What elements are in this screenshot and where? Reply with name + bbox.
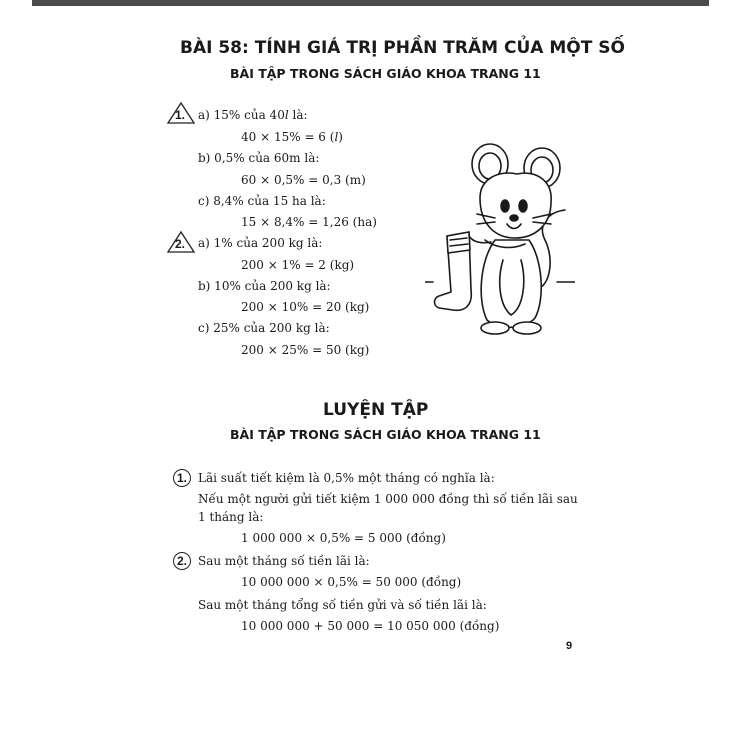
exercise-2b-calc: 200 × 10% = 20 (kg) [241,300,370,314]
practice-ex1-line3: 1 tháng là: [198,510,264,524]
practice-ex2-line2: Sau một tháng tổng số tiền gửi và số tiền lãi là: [198,598,487,612]
exercise-2a: a) 1% của 200 kg là: [198,236,323,250]
exercise-1c: c) 8,4% của 15 ha là: [198,194,326,208]
practice-ex1-calc: 1 000 000 × 0,5% = 5 000 (đồng) [241,531,446,545]
exercise-2a-calc: 200 × 1% = 2 (kg) [241,258,355,272]
exercise-1a: a) 15% của 40l là: [198,108,308,122]
top-border [32,0,709,6]
exercise-2c-calc: 200 × 25% = 50 (kg) [241,343,370,357]
exercise-number: 2. [175,237,186,251]
practice-exercise-1-number: 1. [173,469,191,487]
practice-title: LUYỆN TẬP [323,400,429,420]
lesson-subtitle: BÀI TẬP TRONG SÁCH GIÁO KHOA TRANG 11 [230,66,541,81]
exercise-1b: b) 0,5% của 60m là: [198,151,320,165]
exercise-1b-calc: 60 × 0,5% = 0,3 (m) [241,173,366,187]
exercise-1-marker [166,101,196,125]
practice-ex2-line1: Sau một tháng số tiền lãi là: [198,554,370,568]
exercise-2c: c) 25% của 200 kg là: [198,321,330,335]
practice-ex1-line2: Nếu một người gửi tiết kiệm 1 000 000 đồng thì số tiền lãi sau [198,492,578,506]
practice-ex2-calc1: 10 000 000 × 0,5% = 50 000 (đồng) [241,575,462,589]
practice-ex2-calc2: 10 000 000 + 50 000 = 10 050 000 (đồng) [241,619,500,633]
mouse-illustration [425,140,575,340]
practice-exercise-2-number: 2. [173,552,191,570]
page-number: 9 [566,640,573,652]
exercise-2-marker [166,230,196,254]
exercise-number: 1. [175,108,186,122]
practice-ex1-line1: Lãi suất tiết kiệm là 0,5% một tháng có nghĩa là: [198,471,495,485]
lesson-title: BÀI 58: TÍNH GIÁ TRỊ PHẦN TRĂM CỦA MỘT SỐ [180,38,625,58]
exercise-1a-calc: 40 × 15% = 6 (l) [241,130,343,144]
exercise-2b: b) 10% của 200 kg là: [198,279,331,293]
practice-subtitle: BÀI TẬP TRONG SÁCH GIÁO KHOA TRANG 11 [230,427,541,442]
exercise-1c-calc: 15 × 8,4% = 1,26 (ha) [241,215,377,229]
